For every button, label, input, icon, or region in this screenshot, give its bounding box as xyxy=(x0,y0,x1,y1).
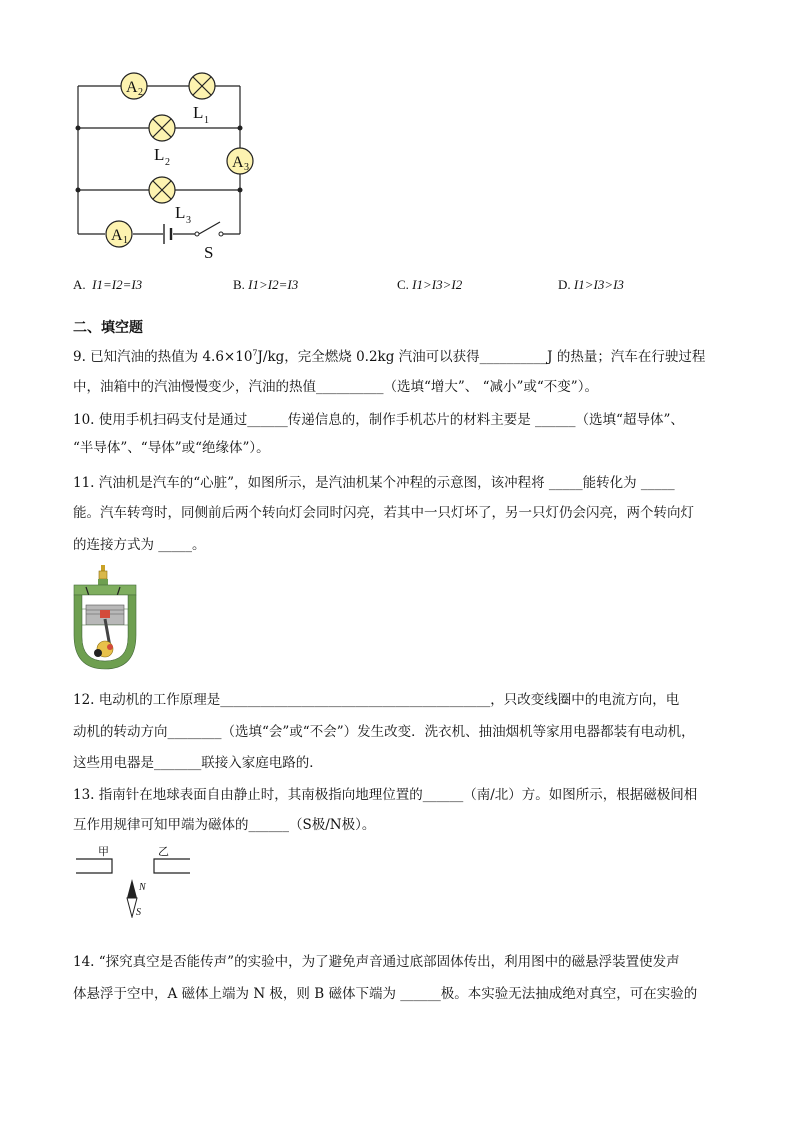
svg-text:2: 2 xyxy=(138,87,143,98)
ammeter-a3 xyxy=(227,148,253,174)
svg-text:A: A xyxy=(126,79,138,96)
svg-text:2: 2 xyxy=(165,157,170,168)
needle-s-label: S xyxy=(136,907,141,918)
question-10-line-2: “半导体”、“导体”或“绝缘体”）。 xyxy=(73,440,270,456)
option-a: A. I1=I2=I3 xyxy=(73,277,143,292)
lamp-l3 xyxy=(149,177,175,203)
label-l1: L xyxy=(193,103,204,122)
svg-text:3: 3 xyxy=(244,162,249,173)
circuit-diagram xyxy=(60,62,280,262)
magnet-diagram xyxy=(70,843,200,918)
ammeter-a1 xyxy=(106,221,132,247)
question-13-line-2: 互作用规律可知甲端为磁体的______（S极/N极）。 xyxy=(73,817,376,833)
question-11-line-3: 的连接方式为 _____。 xyxy=(73,537,206,553)
label-l2: L xyxy=(154,145,165,164)
label-jia: 甲 xyxy=(98,846,109,858)
label-switch: S xyxy=(204,243,214,262)
question-9-line-1: 9. 已知汽油的热值为 $4.6\times 10^7J/kg$，完全燃烧 0.2kg 汽油可以获得__________J 的热量；汽车在行驶过程 xyxy=(73,348,706,365)
question-12-line-1: 12. 电动机的工作原理是________________________________________，只改变线圈中的电流方向，电 xyxy=(73,692,680,708)
question-12-line-3: 这些用电器是_______联接入家庭电路的． xyxy=(73,755,323,771)
svg-text:A: A xyxy=(232,154,244,171)
option-c: C. I1>I3>I2 xyxy=(397,277,463,292)
option-b: B. I1>I2=I3 xyxy=(233,277,299,292)
label-yi: 乙 xyxy=(158,846,169,858)
option-d: D. I1>I3>I3 xyxy=(558,277,624,292)
question-11-line-1: 11. 汽油机是汽车的“心脏”，如图所示，是汽油机某个冲程的示意图，该冲程将 _____能转化为 _____ xyxy=(73,475,675,491)
label-l3: L xyxy=(175,203,186,222)
svg-text:A: A xyxy=(111,227,123,244)
svg-text:1: 1 xyxy=(204,115,209,126)
question-11-line-2: 能。汽车转弯时，同侧前后两个转向灯会同时闪亮，若其中一只灯坏了，另一只灯仍会闪亮，两个转向灯 xyxy=(73,505,694,521)
needle-n-label: N xyxy=(139,882,146,893)
svg-text:1: 1 xyxy=(123,235,128,246)
question-12-line-2: 动机的转动方向________（选填“会”或“不会”）发生改变．洗衣机、抽油烟机等家用电器都装有电动机， xyxy=(73,724,695,740)
question-9-line-2: 中，油箱中的汽油慢慢变少，汽油的热值__________（选填“增大”、 “减小”或“不变”）。 xyxy=(73,379,598,395)
question-14-line-1: 14. “探究真空是否能传声”的实验中，为了避免声音通过底部固体传出，利用图中的磁悬浮装置使发声 xyxy=(73,954,680,970)
lamp-l2 xyxy=(149,115,175,141)
engine-diagram xyxy=(70,565,140,673)
question-10-line-1: 10. 使用手机扫码支付是通过______传递信息的，制作手机芯片的材料主要是 ______（选填“超导体”、 xyxy=(73,412,684,428)
lamp-l1 xyxy=(189,73,215,99)
svg-text:3: 3 xyxy=(186,215,191,226)
question-13-line-1: 13. 指南针在地球表面自由静止时，其南极指向地理位置的______（南/北）方。如图所示，根据磁极间相 xyxy=(73,787,698,803)
question-14-line-2: 体悬浮于空中，A 磁体上端为 N 极，则 B 磁体下端为 ______极。本实验无法抽成绝对真空，可在实验的 xyxy=(73,986,698,1002)
ammeter-a2 xyxy=(121,73,147,99)
section-heading: 二、填空题 xyxy=(73,320,143,336)
